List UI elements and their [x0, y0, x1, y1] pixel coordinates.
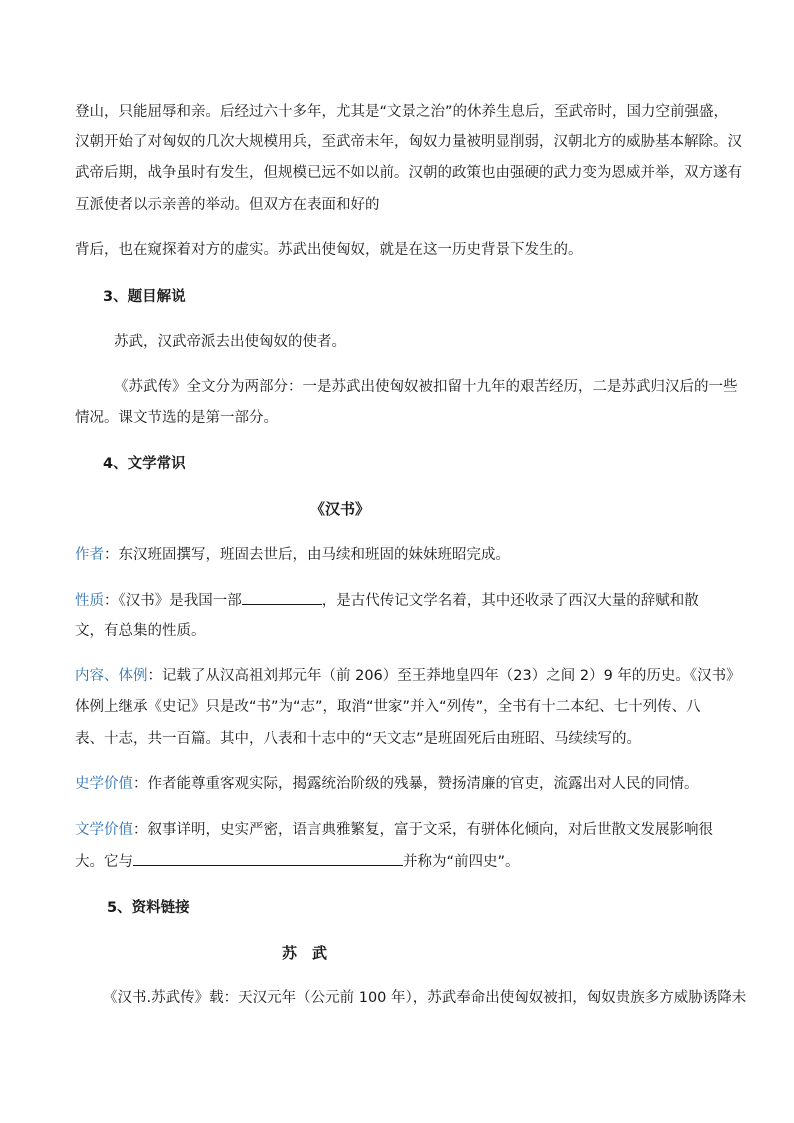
background-line-4: 互派使者以示亲善的举动。但双方在表面和好的 — [75, 197, 380, 213]
author-label: 作者 — [75, 547, 104, 563]
content-line-2: 体例上继承《史记》只是改“书”为“志”，取消“世家”并入“列传”，全书有十二本纪、七十列传、八 — [75, 699, 701, 715]
section-5-heading: 5、资料链接 — [107, 900, 190, 916]
background-line-3: 武帝后期，战争虽时有发生，但规模已远不如以前。汉朝的政策也由强硬的武力变为恩威并举，双方遂有 — [75, 165, 742, 181]
history-text: ：作者能尊重客观实际，揭露统治阶级的残暴，赞扬清廉的官吏，流露出对人民的同情。 — [133, 776, 699, 792]
author-text: ：东汉班固撰写，班固去世后，由马续和班固的妹妹班昭完成。 — [104, 547, 510, 563]
book-title: 《汉书》 — [310, 500, 371, 518]
content-line-3: 表、十志，共一百篇。其中，八表和十志中的“天文志”是班固死后由班昭、马续续写的。 — [75, 731, 642, 747]
history-label: 史学价值 — [75, 776, 133, 792]
nature-line-1 — [75, 590, 725, 611]
literary-label: 文学价值 — [75, 822, 133, 838]
section-3-heading: 3、题目解说 — [103, 289, 186, 305]
background-line-2: 汉朝开始了对匈奴的几次大规模用兵，至武帝末年，匈奴力量被明显削弱，汉朝北方的威胁基本解除。汉 — [75, 134, 742, 150]
background-line-1: 登山，只能屈辱和亲。后经过六十多年，尤其是“文景之治”的休养生息后，至武帝时，国力空前强盛， — [75, 104, 729, 120]
nature-label: 性质 — [75, 593, 104, 609]
nature-text-before: ：《汉书》是我国一部 — [104, 593, 242, 609]
nature-blank[interactable] — [242, 590, 322, 605]
literary-text-2-before: 大。它与 — [75, 854, 133, 870]
literary-text-1: ：叙事详明，史实严密，语言典雅繁复，富于文采，有骈体化倾向，对后世散文发展影响很 — [133, 822, 713, 838]
literary-blank[interactable] — [133, 851, 403, 866]
literary-line-1 — [75, 820, 725, 840]
content-text-1: ：记载了从汉高祖刘邦元年（前 206）至王莽地皇四年（23）之间 2）9 年的历史。《汉书》 — [147, 668, 741, 684]
section-3-para-2-line-1: 《苏武传》全文分为两部分：一是苏武出使匈奴被扣留十九年的艰苦经历，二是苏武归汉后的一些 — [114, 379, 738, 395]
section-3-para-2-line-2: 情况。课文节选的是第一部分。 — [75, 410, 278, 426]
history-value-line — [75, 774, 725, 794]
section-3-para-1: 苏武，汉武帝派去出使匈奴的使者。 — [114, 334, 346, 350]
content-label: 内容、体例 — [75, 668, 148, 684]
content-line-1 — [75, 666, 741, 686]
literary-text-2-after: 并称为“前四史”。 — [403, 854, 520, 870]
su-wu-title: 苏 武 — [282, 944, 328, 962]
literary-line-2 — [75, 851, 725, 872]
section-5-para-1: 《汉书.苏武传》载：天汉元年（公元前 100 年），苏武奉命出使匈奴被扣，匈奴贵族多方威胁诱降未 — [103, 990, 747, 1006]
author-line — [75, 545, 725, 565]
section-4-heading: 4、文学常识 — [103, 456, 186, 472]
nature-text-after: ，是古代传记文学名着，其中还收录了西汉大量的辞赋和散 — [321, 593, 699, 609]
nature-line-2: 文，有总集的性质。 — [75, 623, 206, 639]
background-line-5: 背后，也在窥探着对方的虚实。苏武出使匈奴，就是在这一历史背景下发生的。 — [75, 242, 583, 258]
